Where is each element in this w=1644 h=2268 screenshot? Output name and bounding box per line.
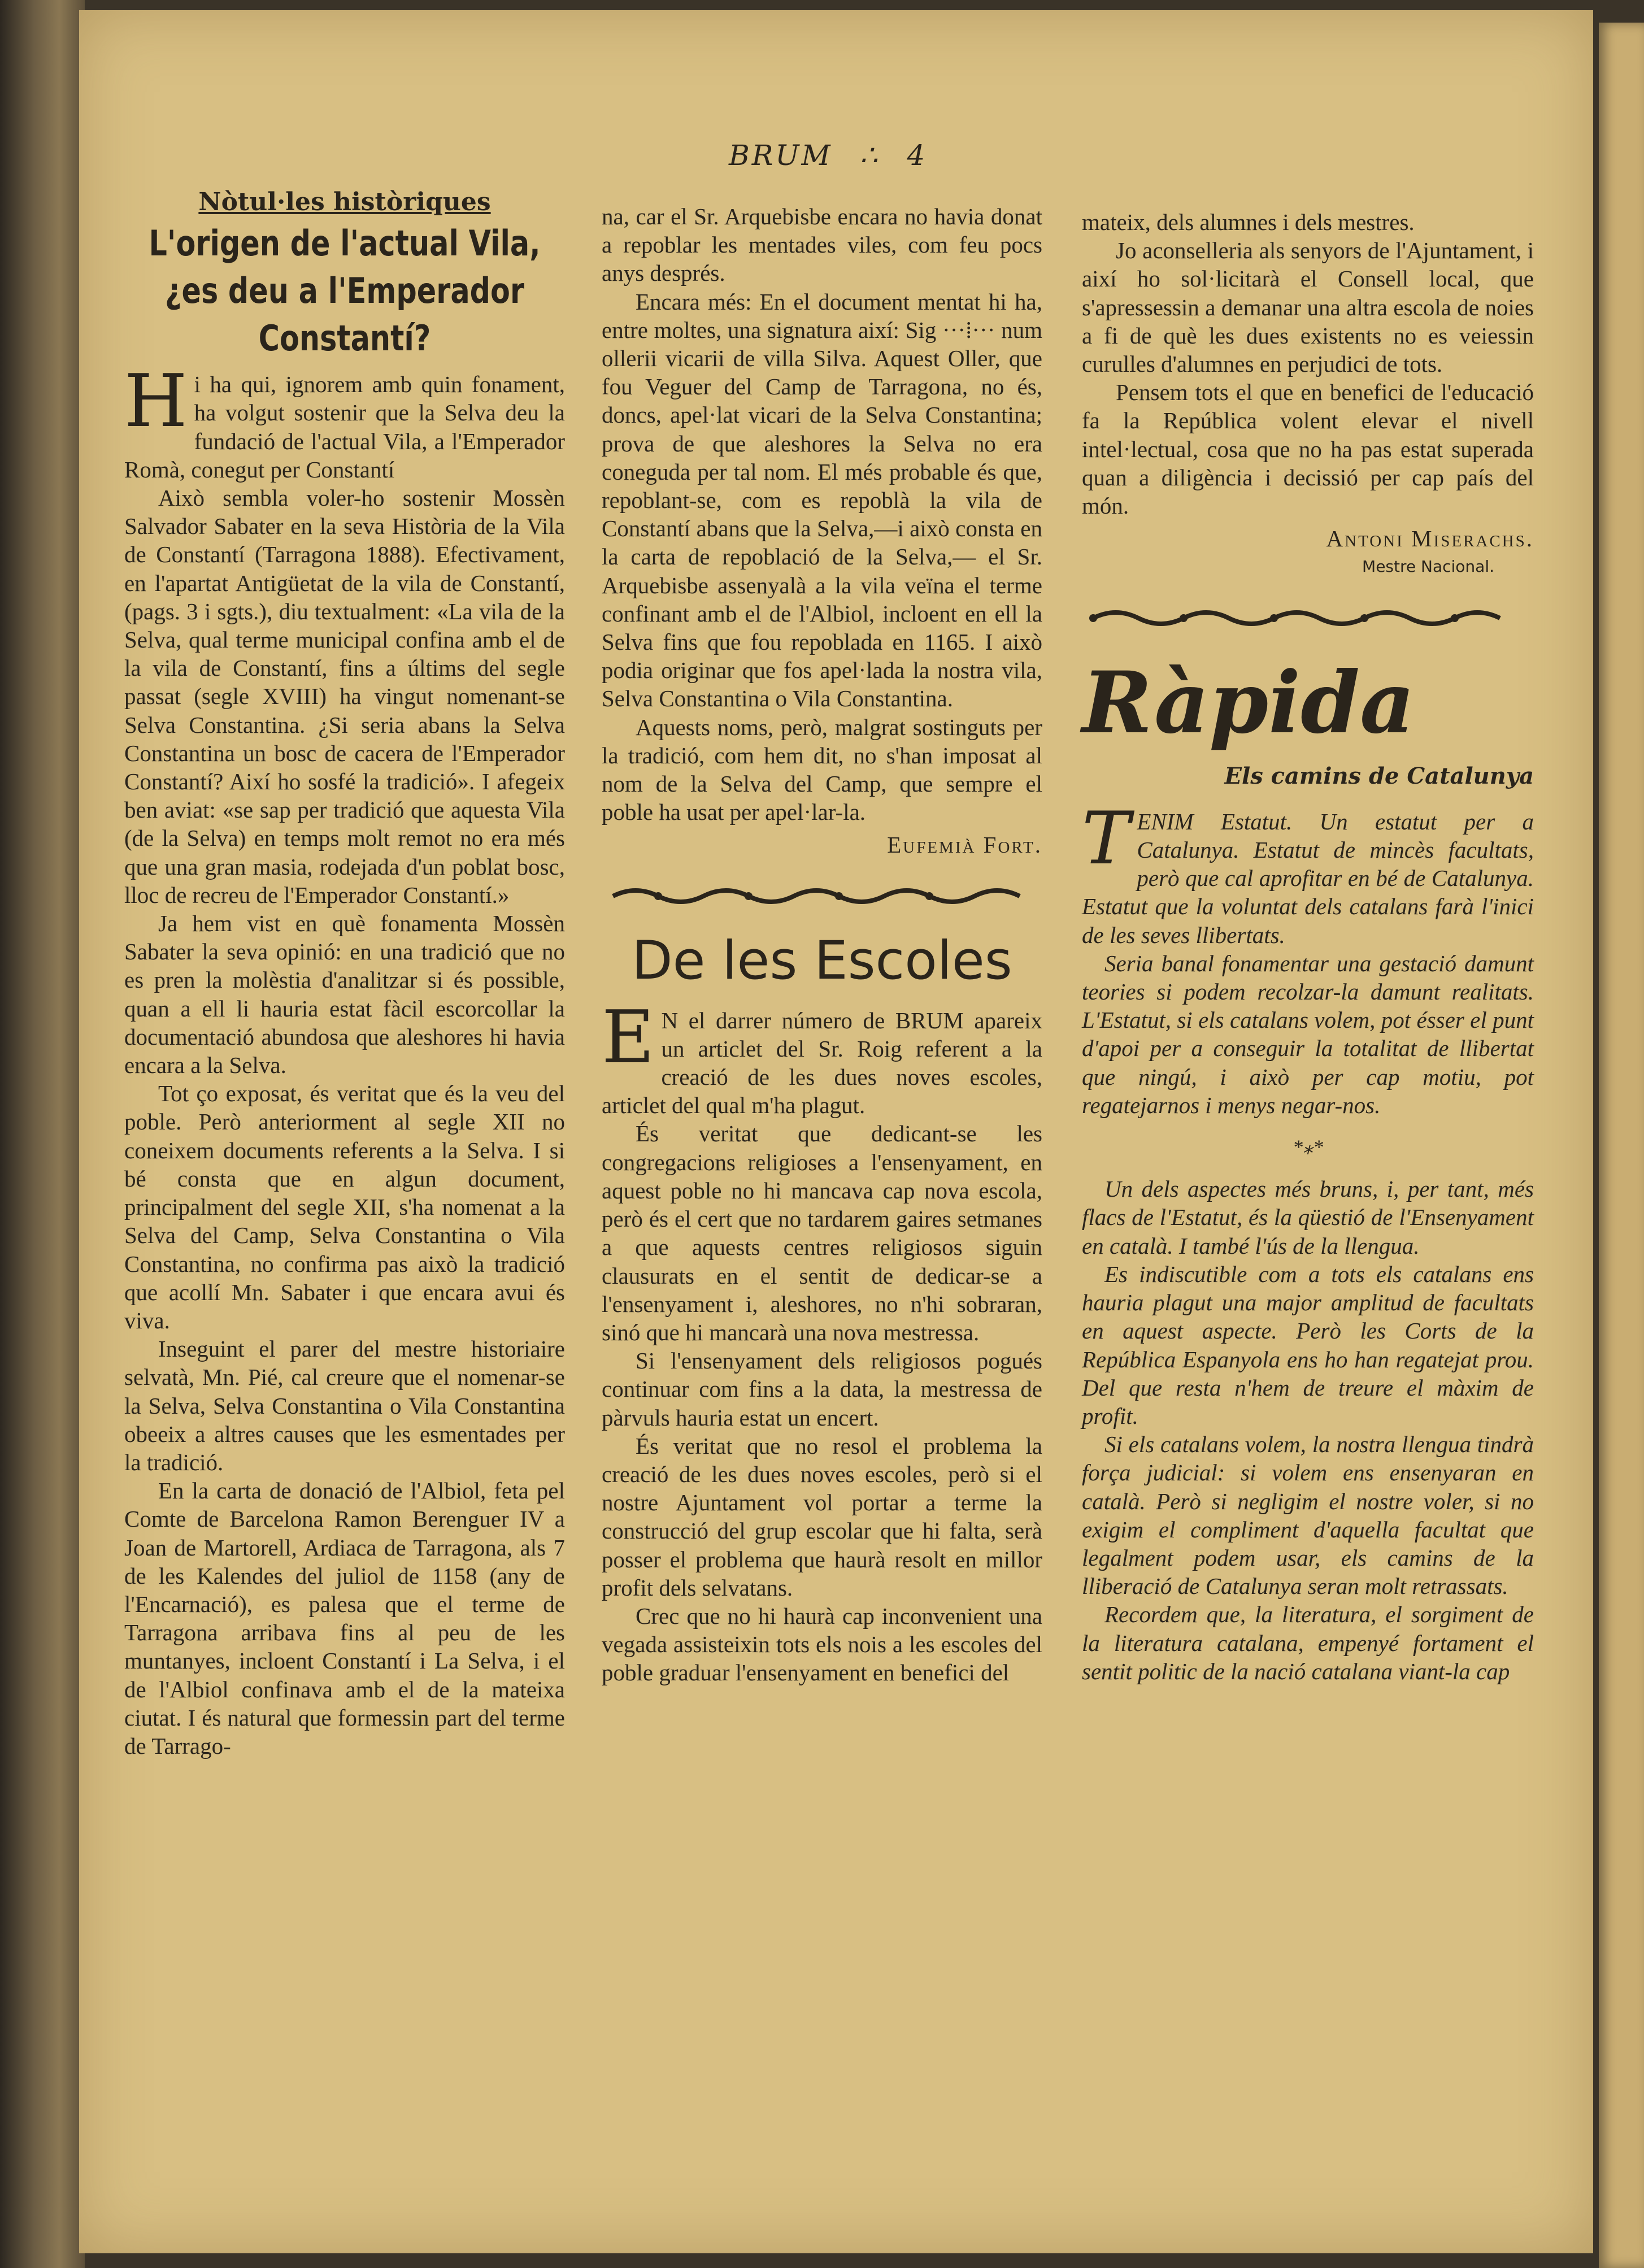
paragraph: És veritat que dedicant-se les congregacions religioses a l'ensenyament, en aquest poble no hi mancava cap nova escola, però és el cert que no tardarem gaires setmanes a que aquests centres religiosos siguin clausurats en el sentit de dedicar-se a l'ensenyament i, aleshores, no n'hi sobraran, sinó que hi mancarà una nova mestressa. [602, 1120, 1042, 1345]
paragraph: Aquests noms, però, malgrat sostinguts per la tradició, com hem dit, no s'han imposat al nom de la Selva del Camp, que sempre el poble ha usat per apel·lar-la. [602, 714, 1042, 825]
paragraph: E N el darrer número de BRUM apareix un articlet del Sr. Roig referent a la creació de les dues noves escoles, articlet del qual m'ha plagut. [602, 995, 1042, 1119]
ornament-divider [602, 882, 1042, 910]
book-spine [0, 0, 85, 2268]
section-stars: *⁎* [1293, 1136, 1323, 1159]
article-signature: Eufemià Fort. [887, 832, 1042, 858]
paragraph: Encara més: En el document mentat hi ha, entre moltes, una signatura així: Sig ···⁞··· num ollerii vicarii de villa Silva. Aquest Oller, que fou Veguer del Camp de Tarragona, no és, doncs, apel·lat vicari de la Selva Constantina; prova de que aleshores la Selva no era coneguda per tal nom. El més probable és que, repoblant-se, com es repoblà la vila de Constantí abans que la Selva,—i això consta en la carta de repoblació de la Selva,— el Sr. Arquebisbe assenyalà a la vila veïna el terme confinant amb el de l'Albiol, incloent en ell la Selva fins que fou repoblada en 1165. I això podia originar que fos apel·lada la nostra vila, Selva Constantina o Vila Constantina. [602, 288, 1042, 712]
column-3 [1082, 208, 1534, 1685]
dropcap: T [1082, 796, 1130, 881]
paragraph: Seria banal fonamentar una gestació damunt teories si podem recolzar-la damunt realitats. L'Estatut, si els catalans volem, pot ésser el punt d'apoi per a conseguir la totalitat de llibertat que ningú, i això per cap motiu, pot regatejarnos i menys negar-nos. [1082, 950, 1534, 1118]
column-2 [602, 202, 1042, 1687]
paragraph: mateix, dels alumnes i dels mestres. [1082, 209, 1415, 235]
column-1 [124, 188, 565, 1760]
paragraph: Ja hem vist en què fonamenta Mossèn Sabater la seva opinió: en una tradició que no es pren la molèstia d'analitzar si és possible, quan a ell li hauria estat fàcil escorcollar la documentació abundosa que aleshores hi havia encara a la Selva. [124, 910, 565, 1079]
page-number: 4 [907, 139, 928, 172]
paragraph: Si els catalans volem, la nostra llengua tindrà força judicial: si volem ens ensenyaran en català. Però si negligim el nostre voler, si no exigim el compliment d'aquella facultat que legalment podem usar, els camins de la lliberació de Catalunya seran molt retrassats. [1082, 1431, 1534, 1600]
magazine-name: BRUM [729, 139, 833, 172]
paragraph: Això sembla voler-ho sostenir Mossèn Salvador Sabater en la seva Història de la Vila de Constantí (Tarragona 1888). Efectivament, en l'apartat Antigüetat de la vila de Constantí, (pags. 3 i sgts.), diu textualment: «La vila de la Selva, qual terme municipal confina amb el de la vila de Constantí, fins a últims del segle passat (segle XVIII) ha vingut nomenant-se Selva Constantina. ¿Si seria abans la Selva Constantina un bosc de cacera de l'Emperador Constantí? Així ho sosfé la tradició». I afegeix ben aviat: «se sap per tradició que aquesta Vila (de la Selva) en temps molt remot no era més que una gran masia, rodejada d'un poblat bosc, lloc de recreu de l'Emperador Constantí.» [124, 485, 565, 908]
signature-role: Mestre Nacional. [1362, 557, 1494, 576]
paragraph: Inseguint el parer del mestre historiaire selvatà, Mn. Pié, cal creure que el nomenar-se la Selva, Selva Constantina o Vila Constantina obeeix a altres causes que les esmentades per la tradició. [124, 1336, 565, 1475]
paragraph: Un dels aspectes més bruns, i, per tant, més flacs de l'Estatut, és la qüestió de l'Ensenyament en català. I també l'ús de la llengua. [1082, 1176, 1534, 1259]
paragraph: Crec que no hi haurà cap inconvenient una vegada assisteixin tots els nois a les escoles del poble graduar l'ensenyament en benefici del [602, 1602, 1042, 1686]
page-header [729, 139, 927, 172]
paragraph: Pensem tots el que en benefici de l'educació fa la República volent elevar el nivell intel·lectual, cosa que no ha pas estat superada quan a diligència i decissió per cap país del món. [1082, 379, 1534, 519]
paragraph: En la carta de donació de l'Albiol, feta pel Comte de Barcelona Ramon Berenguer IV a Joan de Martorell, Ardiaca de Tarragona, als 7 de les Kalendes del juliol de 1158 (any de l'Encarnació), es palesa que el terme de Tarragona arribava fins al peu de les muntanyes, incloent Constantí i La Selva, i el de l'Albiol confinava amb el de la mateixa ciutat. I és natural que formessin part del terme de Tarrago- [124, 1478, 565, 1759]
article-title: Ràpida [1082, 653, 1415, 753]
paragraph: És veritat que no resol el problema la creació de les dues noves escoles, però si el nostre Ajuntament vol portar a terme la construcció del grup escolar que hi falta, serà posser el problema que haurà resolt en millor profit dels selvatans. [602, 1432, 1042, 1601]
paragraph: Recordem que, la literatura, el sorgiment de la literatura catalana, empenyé fortament el sentit politic de la nació catalana viant-la cap [1082, 1601, 1534, 1684]
header-separator: ∴ [859, 139, 880, 172]
ornament-divider [1082, 604, 1534, 632]
paragraph: Si l'ensenyament dels religiosos pogués continuar com fins a la data, la mestressa de pàrvuls hauria estat un encert. [602, 1348, 1042, 1431]
paragraph: Jo aconselleria als senyors de l'Ajuntament, i així ho sol·licitarà el Consell local, que s'apressessin a demanar una altra escola de noies a fi de què les dues existents no es veiessin curulles d'alumnes en perjudici de tots. [1082, 237, 1534, 377]
article-headline: L'origen de l'actual Vila, ¿es deu a l'Emperador Constantí? [149, 223, 541, 359]
dropcap: E [602, 995, 655, 1080]
article-title: De les Escoles [632, 929, 1012, 992]
italic-article-body [1082, 796, 1534, 1685]
article-signature: Antoni Miserachs. [1326, 525, 1534, 552]
next-page-edge [1599, 23, 1644, 2268]
paragraph: Hi ha qui, ignorem amb quin fonament, ha volgut sostenir que la Selva deu la fundació de l'actual Vila, a l'Emperador Romà, conegut per Constantí [124, 359, 565, 483]
article-subtitle: Els camins de Catalunya [1224, 762, 1534, 789]
paragraph: na, car el Sr. Arquebisbe encara no havia donat a repoblar les mentades viles, com feu pocs anys després. [602, 203, 1042, 286]
newspaper-page [79, 10, 1593, 2253]
paragraph: Es indiscutible com a tots els catalans ens hauria plagut una major amplitud de facultats en aquest aspecte. Però les Corts de la República Espanyola ens ho han regatejat prou. Del que resta n'hem de treure el màxim de profit. [1082, 1261, 1534, 1429]
paragraph: Tot ço exposat, és veritat que és la veu del poble. Però anteriorment al segle XII no coneixem documents referents a la Selva. I si bé consta que en algun document, principalment del segle XII, s'ha nomenat a la Selva del Camp, Selva Constantina o Vila Constantina, no confirma pas això la tradició que acollí Mn. Sabater i que encara avui és viva. [124, 1080, 565, 1333]
paragraph: TENIM Estatut. Un estatut per a Catalunya. Estatut de mincès facultats, però que cal aprofitar en bé de Catalunya. Estatut que la voluntat dels catalans farà l'inici de les seves llibertats. [1082, 796, 1534, 948]
article-kicker: Nòtul·les històriques [198, 188, 491, 216]
dropcap: H [124, 359, 188, 444]
